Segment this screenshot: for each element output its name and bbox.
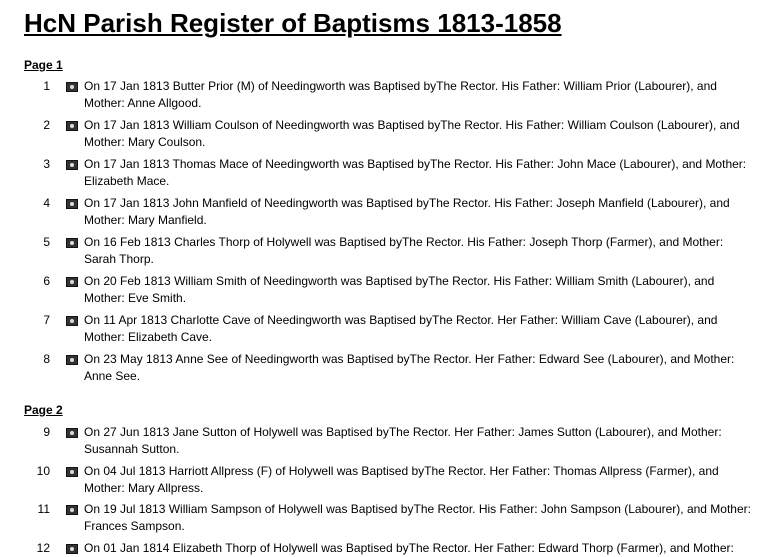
camera-icon[interactable]: [66, 121, 78, 131]
entry-text: On 16 Feb 1813 Charles Thorp of Holywell was Baptised byThe Rector. His Father: Joseph Thorp (Farmer), and Mother: Sarah Thorp.: [84, 235, 724, 266]
entry-text: On 17 Jan 1813 Thomas Mace of Needingworth was Baptised byThe Rector. His Father: John Mace (Labourer), and Mother: Elizabeth Mace.: [84, 157, 747, 188]
entry-number: 12: [36, 541, 50, 555]
entry-number: 10: [36, 464, 50, 478]
entry-text: On 01 Jan 1814 Elizabeth Thorp of Holywell was Baptised byThe Rector. Her Father: Edward Thorp (Farmer), and Mother:: [84, 541, 734, 555]
camera-icon[interactable]: [66, 316, 78, 326]
entry-number: 7: [43, 313, 50, 327]
entry-number: 5: [43, 235, 50, 249]
entry-number: 6: [43, 274, 50, 288]
entry-text: On 04 Jul 1813 Harriott Allpress (F) of Holywell was Baptised byThe Rector. Her Father: Thomas Allpress (Farmer), and Mother: Mary Allpress.: [84, 464, 719, 495]
camera-icon[interactable]: [66, 544, 78, 554]
section-heading-page-1: Page 1: [24, 58, 63, 72]
camera-icon[interactable]: [66, 82, 78, 92]
entry-number: 2: [43, 118, 50, 132]
entry-number: 4: [43, 196, 50, 210]
entry-text: On 23 May 1813 Anne See of Needingworth was Baptised byThe Rector. Her Father: Edward See (Labourer), and Mother: Anne See.: [84, 352, 735, 383]
entry-number: 3: [43, 157, 50, 171]
page-title: HcN Parish Register of Baptisms 1813-1858: [24, 8, 562, 38]
entry-text: On 19 Jul 1813 William Sampson of Holywell was Baptised byThe Rector. His Father: John Sampson (Labourer), and Mother: Frances Sampson.: [84, 502, 751, 533]
entry-number: 8: [43, 352, 50, 366]
camera-icon[interactable]: [66, 277, 78, 287]
camera-icon[interactable]: [66, 505, 78, 515]
camera-icon[interactable]: [66, 355, 78, 365]
camera-icon[interactable]: [66, 160, 78, 170]
camera-icon[interactable]: [66, 428, 78, 438]
entry-number: 9: [43, 425, 50, 439]
entry-number: 11: [37, 502, 50, 516]
entry-text: On 27 Jun 1813 Jane Sutton of Holywell was Baptised byThe Rector. Her Father: James Sutton (Labourer), and Mother: Susannah Sutton.: [84, 425, 722, 456]
entry-text: On 17 Jan 1813 Butter Prior (M) of Needingworth was Baptised byThe Rector. His Father: William Prior (Labourer), and Mother: Anne Allgood.: [84, 79, 717, 110]
entry-text: On 17 Jan 1813 John Manfield of Needingworth was Baptised byThe Rector. His Father: Joseph Manfield (Labourer), and Mother: Mary Manfield.: [84, 196, 730, 227]
camera-icon[interactable]: [66, 238, 78, 248]
entry-text: On 11 Apr 1813 Charlotte Cave of Needingworth was Baptised byThe Rector. Her Father: William Cave (Labourer), and Mother: Elizabeth Cave.: [84, 313, 718, 344]
camera-icon[interactable]: [66, 467, 78, 477]
entry-number: 1: [43, 79, 50, 93]
camera-icon[interactable]: [66, 199, 78, 209]
section-heading-page-2: Page 2: [24, 403, 63, 417]
entry-text: On 17 Jan 1813 William Coulson of Needingworth was Baptised byThe Rector. His Father: William Coulson (Labourer), and Mother: Mary Coulson.: [84, 118, 740, 149]
entry-text: On 20 Feb 1813 William Smith of Needingworth was Baptised byThe Rector. His Father: William Smith (Labourer), and Mother: Eve Smith.: [84, 274, 715, 305]
